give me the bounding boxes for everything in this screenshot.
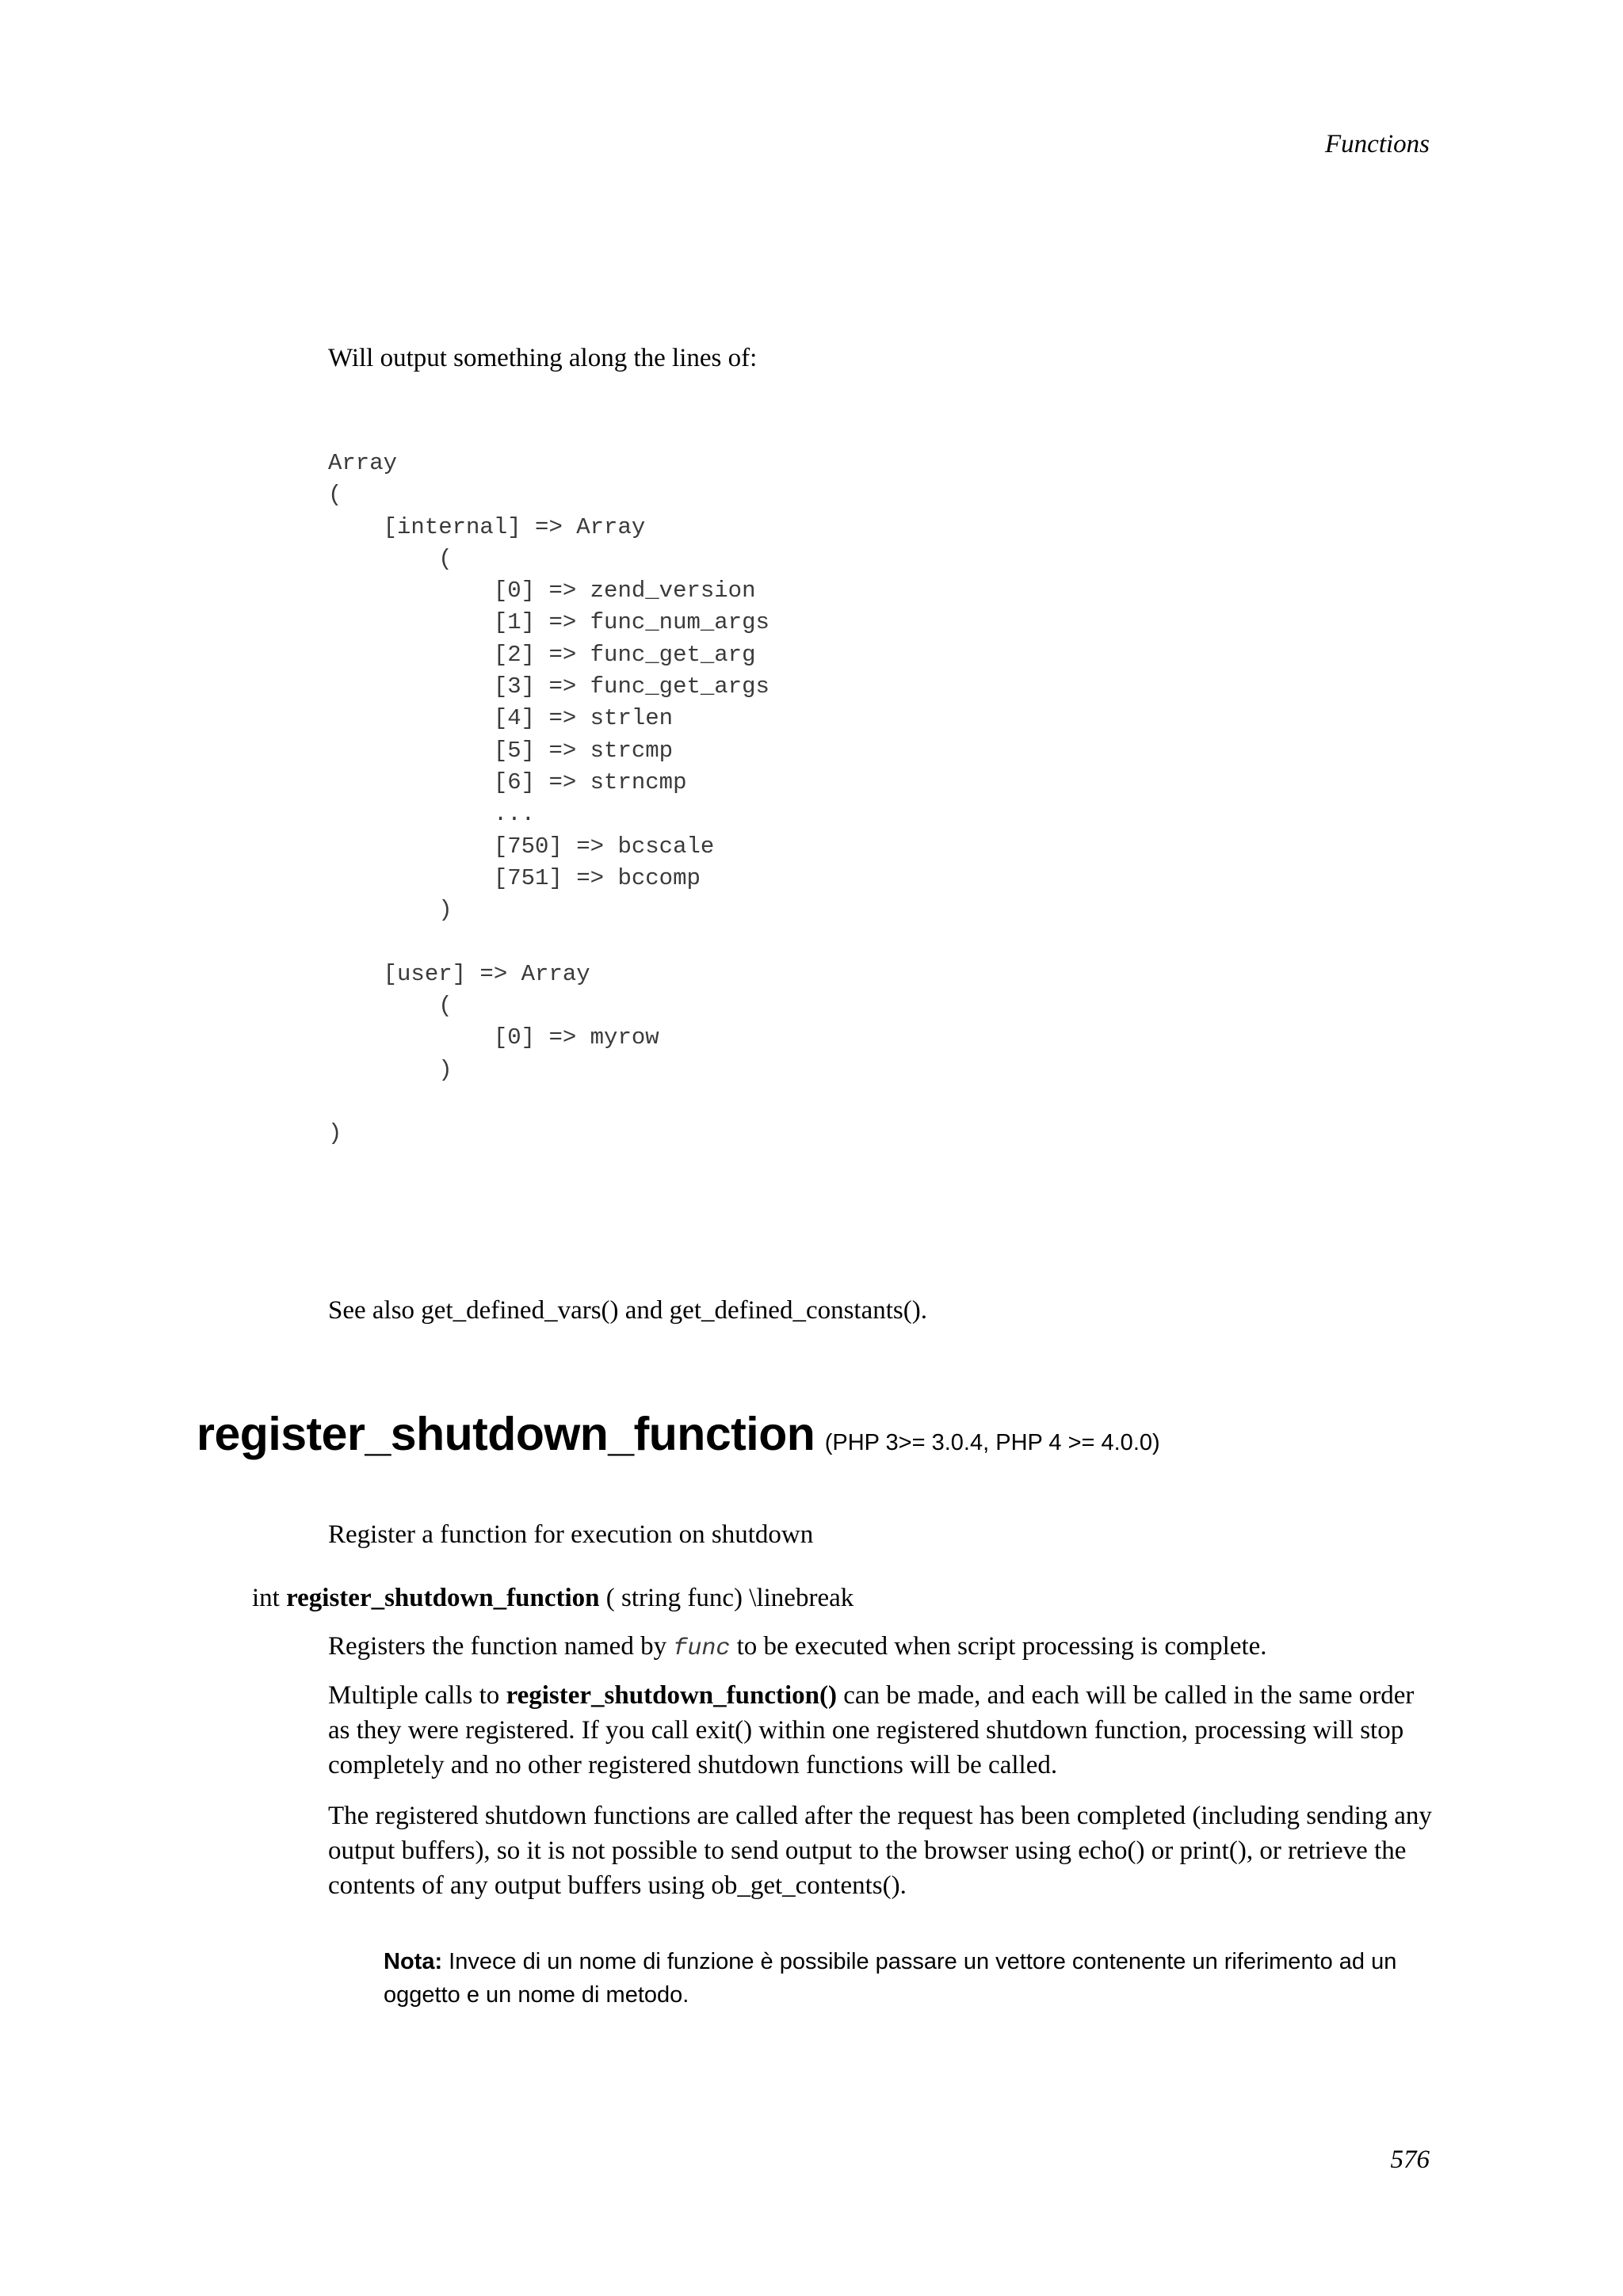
description-paragraph-3: The registered shutdown functions are called after the request has been completed (including sending any output buffers), so it is not possible to send output to the browser using echo() or print(), or retrieve the contents of any output buffers using ob_get_contents(). (328, 1802, 1432, 1900)
function-version-info: (PHP 3>= 3.0.4, PHP 4 >= 4.0.0) (824, 1430, 1160, 1455)
description-2-before: Multiple calls to (328, 1681, 500, 1710)
intro-paragraph: Will output something along the lines of: (328, 344, 758, 372)
synopsis-return-type: int (252, 1584, 280, 1612)
description-1-before: Registers the function named by (328, 1632, 667, 1661)
code-output-block: Array ( [internal] => Array ( [0] => zend_version [1] => func_num_args [2] => func_get_arg [3] => func_get_args [4] => strlen [5] => strcmp [6] => strncmp ... [750] => bcscale [751] => bccomp ) [user] => Array ( [0] => myrow ) ) (328, 450, 769, 1147)
note-label: Nota: (384, 1949, 443, 1974)
note-block (384, 1945, 1445, 2012)
function-purpose: Register a function for execution on shutdown (328, 1520, 814, 1549)
description-2-after: can be made, and each will be called in the same order as they were registered. If you call exit() within one registered shutdown function, processing will stop completely and no other registered shutdown functions will be called. (328, 1681, 1415, 1779)
function-synopsis (252, 1581, 854, 1615)
function-name-title: register_shutdown_function (197, 1408, 815, 1460)
synopsis-params: ( string func) \linebreak (605, 1584, 854, 1612)
note-text: Invece di un nome di funzione è possibile passare un vettore contenente un riferimento ad un oggetto e un nome di metodo. (384, 1949, 1397, 2008)
description-1-after: to be executed when script processing is complete. (736, 1632, 1267, 1661)
running-header-section-title: Functions (1325, 130, 1430, 158)
page-number: 576 (1390, 2145, 1430, 2174)
description-1-parameter: func (673, 1635, 731, 1662)
see-also-paragraph: See also get_defined_vars() and get_defined_constants(). (328, 1296, 927, 1325)
synopsis-function-name: register_shutdown_function (286, 1584, 600, 1612)
function-heading (197, 1407, 1160, 1461)
description-paragraph-1 (328, 1629, 1438, 1666)
description-2-function-ref: register_shutdown_function() (506, 1681, 837, 1710)
description-paragraph-2 (328, 1678, 1438, 1783)
